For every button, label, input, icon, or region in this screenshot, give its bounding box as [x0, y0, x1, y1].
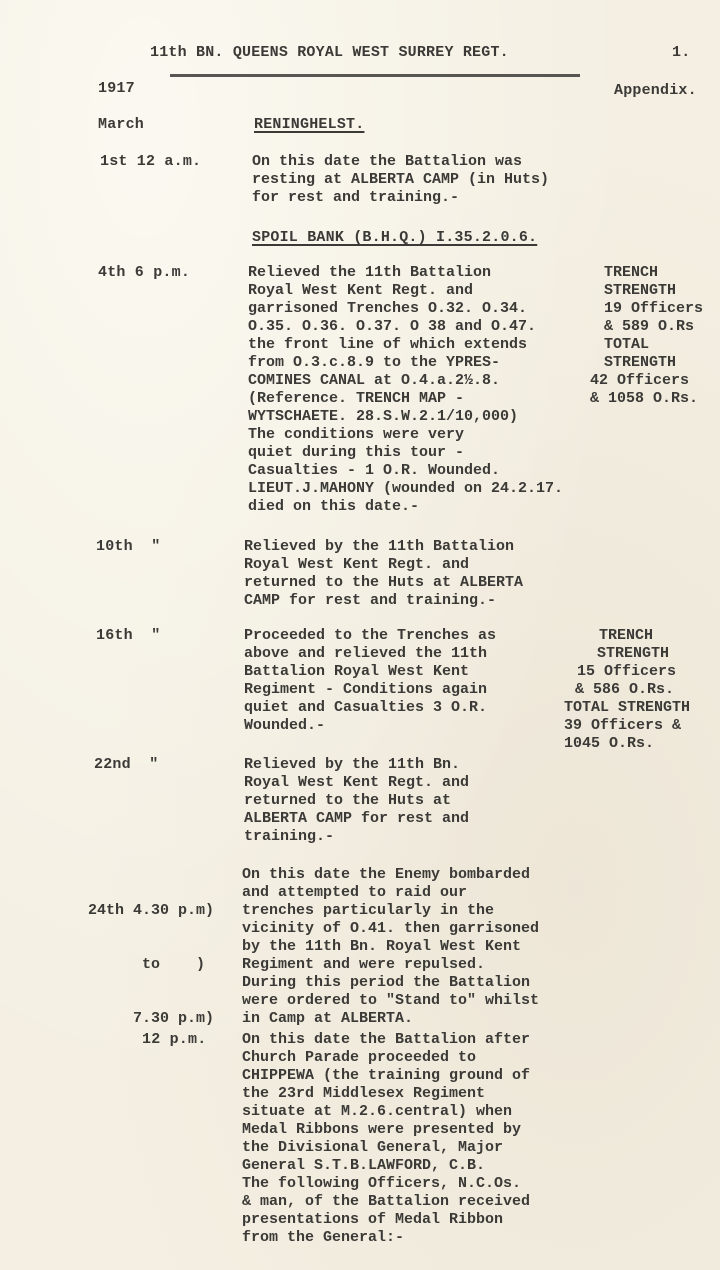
entry-line: Royal West Kent Regt. and: [248, 282, 474, 299]
entry-line: for rest and training.-: [252, 189, 460, 206]
entry-line: and attempted to raid our: [242, 884, 468, 901]
strength-line: TRENCH: [599, 627, 654, 644]
date-line: 7.30 p.m): [88, 1010, 215, 1027]
entry-line: training.-: [244, 828, 335, 845]
entry-line: the Divisional General, Major: [242, 1139, 504, 1156]
entry-line: CHIPPEWA (the training ground of: [242, 1067, 531, 1084]
entry-line: LIEUT.J.MAHONY (wounded on 24.2.17.: [248, 480, 564, 497]
entry-line: vicinity of O.41. then garrisoned: [242, 920, 540, 937]
strength-line: 42 Officers: [590, 372, 690, 389]
entry-line: (Reference. TRENCH MAP -: [248, 390, 465, 407]
location-heading: SPOIL BANK (B.H.Q.) I.35.2.0.6.: [252, 229, 538, 246]
entry-line: Royal West Kent Regt. and: [244, 774, 470, 791]
entry-line: On this date the Enemy bombarded: [242, 866, 531, 883]
strength-line: STRENGTH: [604, 354, 677, 371]
entry-date: 4th 6 p.m.: [98, 264, 191, 281]
entry-line: General S.T.B.LAWFORD, C.B.: [242, 1157, 486, 1174]
entry-line: the 23rd Middlesex Regiment: [242, 1085, 486, 1102]
date-line: 24th 4.30 p.m): [88, 902, 215, 919]
entry-text: [244, 756, 469, 846]
strength-line: 19 Officers: [604, 300, 704, 317]
entry-line: situate at M.2.6.central) when: [242, 1103, 513, 1120]
entry-line: garrisoned Trenches O.32. O.34.: [248, 300, 528, 317]
entry-line: quiet and Casualties 3 O.R.: [244, 699, 488, 716]
strength-line: & 586 O.Rs.: [575, 681, 675, 698]
entry-line: Relieved by the 11th Bn.: [244, 756, 461, 773]
entry-line: Relieved by the 11th Battalion: [244, 538, 515, 555]
strength-line: & 589 O.Rs: [604, 318, 695, 335]
entry-line: presentations of Medal Ribbon: [242, 1211, 504, 1228]
entry-line: COMINES CANAL at O.4.a.2½.8.: [248, 372, 501, 389]
entry-line: Wounded.-: [244, 717, 326, 734]
strength-line: TOTAL: [604, 336, 650, 353]
strength-line: & 1058 O.Rs.: [590, 390, 699, 407]
entry-line: Medal Ribbons were presented by: [242, 1121, 522, 1138]
entry-line: On this date the Battalion was: [252, 153, 523, 170]
entry-line: Regiment - Conditions again: [244, 681, 488, 698]
entry-line: CAMP for rest and training.-: [244, 592, 497, 609]
entry-line: & man, of the Battalion received: [242, 1193, 531, 1210]
entry-line: died on this date.-: [248, 498, 420, 515]
entry-date: 12 p.m.: [142, 1031, 207, 1048]
year-label: 1917: [98, 80, 135, 97]
entry-line: The following Officers, N.C.Os.: [242, 1175, 522, 1192]
location-heading: RENINGHELST.: [254, 116, 365, 133]
entry-line: Church Parade proceeded to: [242, 1049, 477, 1066]
entry-line: by the 11th Bn. Royal West Kent: [242, 938, 522, 955]
entry-line: resting at ALBERTA CAMP (in Huts): [252, 171, 550, 188]
entry-line: Proceeded to the Trenches as: [244, 627, 497, 644]
entry-line: returned to the Huts at ALBERTA: [244, 574, 524, 591]
strength-line: STRENGTH: [597, 645, 670, 662]
entry-line: were ordered to "Stand to" whilst: [242, 992, 540, 1009]
title-rule: [170, 74, 580, 77]
entry-line: Royal West Kent Regt. and: [244, 556, 470, 573]
entry-line: O.35. O.36. O.37. O 38 and O.47.: [248, 318, 537, 335]
strength-note: [564, 627, 720, 753]
entry-text: [244, 627, 496, 735]
entry-line: in Camp at ALBERTA.: [242, 1010, 414, 1027]
entry-line: Casualties - 1 O.R. Wounded.: [248, 462, 501, 479]
entry-date: 22nd ": [94, 756, 159, 773]
entry-line: Relieved the 11th Battalion: [248, 264, 492, 281]
entry-line: from O.3.c.8.9 to the YPRES-: [248, 354, 501, 371]
entry-date: 16th ": [96, 627, 161, 644]
entry-line: trenches particularly in the: [242, 902, 495, 919]
entry-text: [244, 538, 523, 610]
entry-line: WYTSCHAETE. 28.S.W.2.1/10,000): [248, 408, 519, 425]
strength-line: 15 Officers: [577, 663, 677, 680]
entry-line: Regiment and were repulsed.: [242, 956, 486, 973]
strength-line: 1045 O.Rs.: [564, 735, 655, 752]
entry-line: the front line of which extends: [248, 336, 528, 353]
entry-line: ALBERTA CAMP for rest and: [244, 810, 470, 827]
entry-line: During this period the Battalion: [242, 974, 531, 991]
document-title: 11th BN. QUEENS ROYAL WEST SURREY REGT.: [150, 44, 509, 61]
entry-line: quiet during this tour -: [248, 444, 465, 461]
entry-line: On this date the Battalion after: [242, 1031, 531, 1048]
entry-line: from the General:-: [242, 1229, 405, 1246]
month-label: March: [98, 116, 145, 133]
entry-date: 1st 12 a.m.: [100, 153, 202, 170]
entry-text: [242, 866, 539, 1028]
entry-line: returned to the Huts at: [244, 792, 452, 809]
entry-line: Battalion Royal West Kent: [244, 663, 470, 680]
strength-line: TOTAL STRENGTH: [564, 699, 691, 716]
strength-line: 39 Officers &: [564, 717, 682, 734]
strength-line: STRENGTH: [604, 282, 677, 299]
entry-date: 10th ": [96, 538, 161, 555]
entry-line: above and relieved the 11th: [244, 645, 488, 662]
strength-note: [590, 264, 704, 408]
entry-line: The conditions were very: [248, 426, 465, 443]
entry-text: [242, 1031, 530, 1247]
date-line: to ): [88, 956, 206, 973]
entry-text: [252, 153, 549, 207]
appendix-label: Appendix.: [614, 82, 697, 99]
page-number: 1.: [672, 44, 691, 61]
strength-line: TRENCH: [604, 264, 659, 281]
entry-text: [248, 264, 563, 516]
